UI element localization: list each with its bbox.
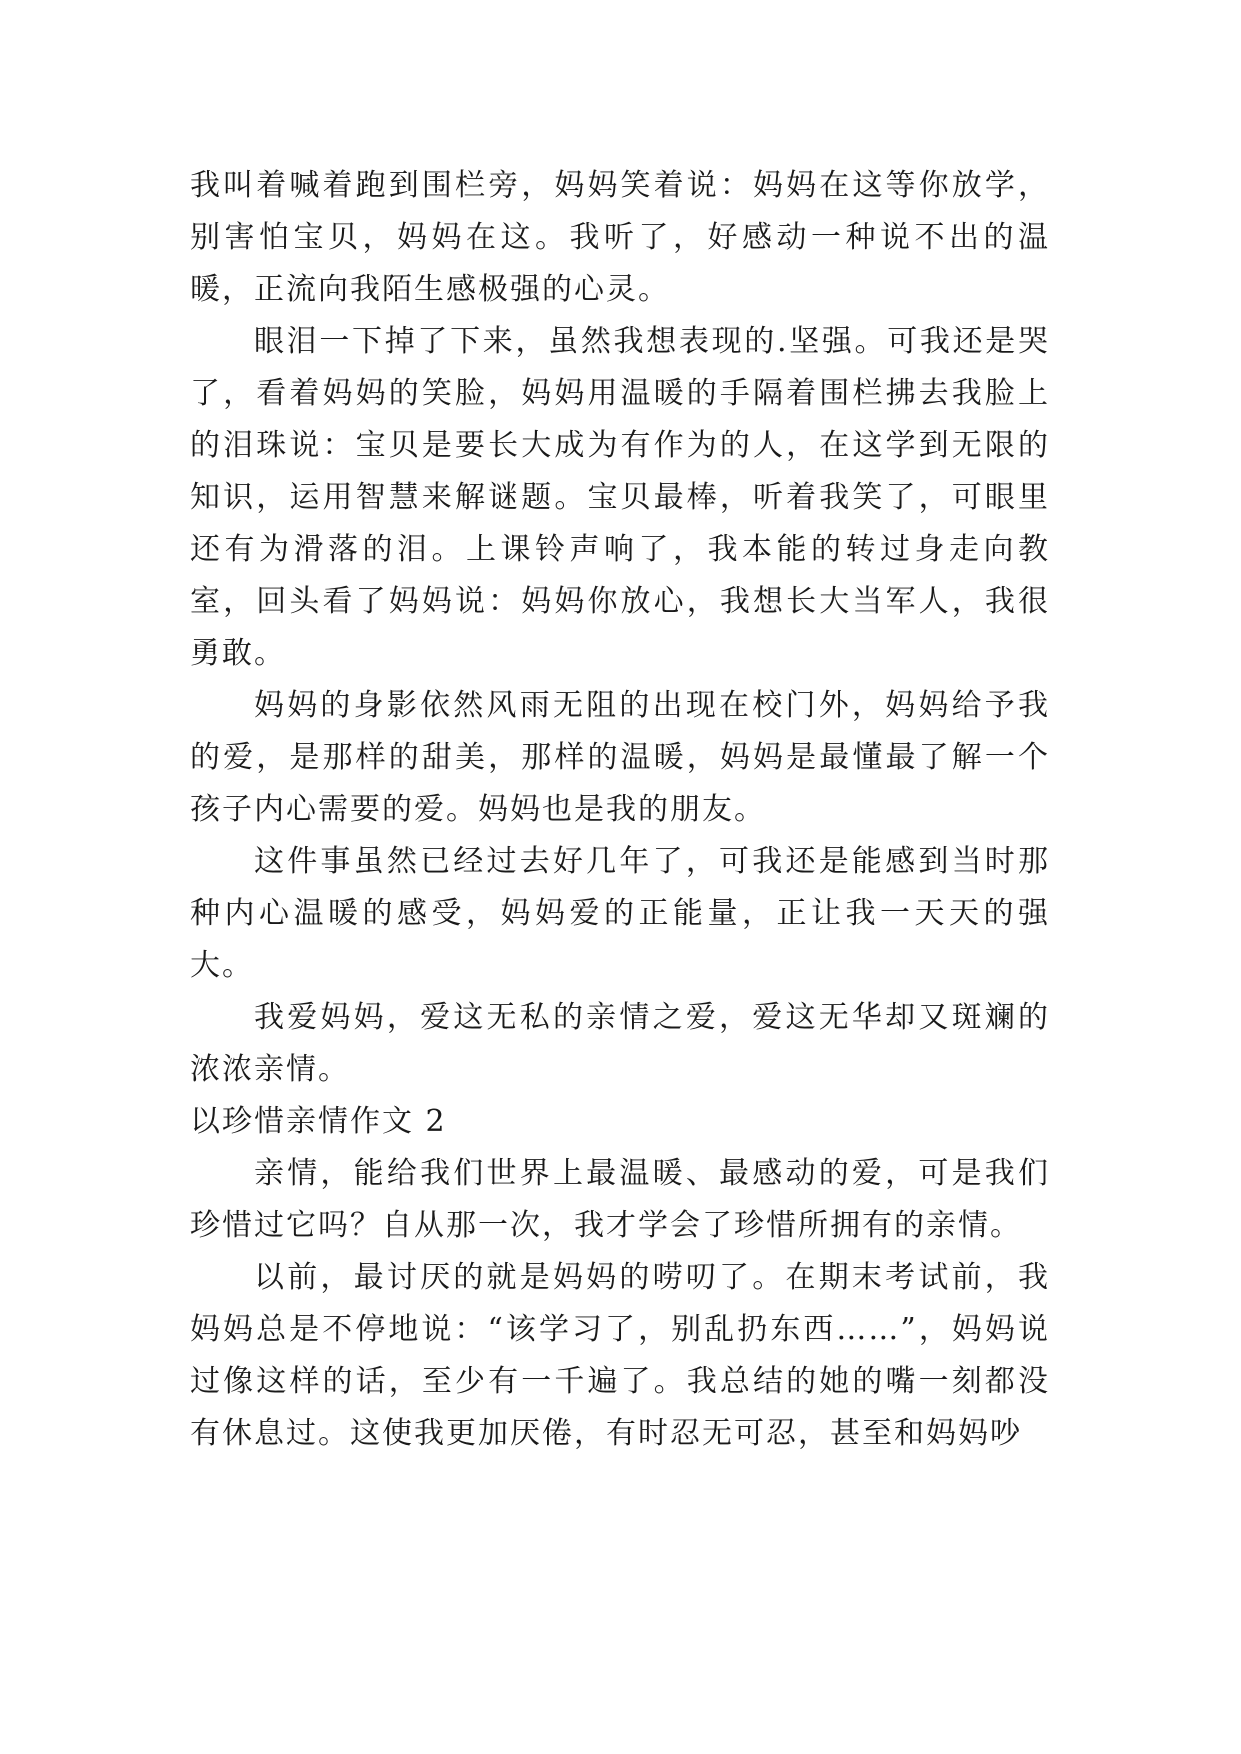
paragraph: 妈妈的身影依然风雨无阻的出现在校门外，妈妈给予我的爱，是那样的甜美，那样的温暖，妈妈是最懂最了解一个孩子内心需要的爱。妈妈也是我的朋友。 [190,688,1050,827]
paragraph: 我爱妈妈，爱这无私的亲情之爱，爱这无华却又斑斓的浓浓亲情。 [190,1000,1050,1087]
paragraph: 以前，最讨厌的就是妈妈的唠叨了。在期末考试前，我妈妈总是不停地说：“该学习了，别乱扔东西……”，妈妈说过像这样的话，至少有一千遍了。我总结的她的嘴一刻都没有休息过。这使我更加厌倦，有时忍无可忍，甚至和妈妈吵 [190,1260,1050,1451]
paragraph: 这件事虽然已经过去好几年了，可我还是能感到当时那种内心温暖的感受，妈妈爱的正能量，正让我一天天的强大。 [190,844,1050,983]
document-body [190,160,1050,1460]
section-heading: 以珍惜亲情作文 2 [190,1104,447,1139]
paragraph: 眼泪一下掉了下来，虽然我想表现的.坚强。可我还是哭了，看着妈妈的笑脸，妈妈用温暖的手隔着围栏拂去我脸上的泪珠说：宝贝是要长大成为有作为的人，在这学到无限的知识，运用智慧来解谜题。宝贝最棒，听着我笑了，可眼里还有为滑落的泪。上课铃声响了，我本能的转过身走向教室，回头看了妈妈说：妈妈你放心，我想长大当军人，我很勇敢。 [190,324,1050,671]
paragraph: 亲情，能给我们世界上最温暖、最感动的爱，可是我们珍惜过它吗？自从那一次，我才学会了珍惜所拥有的亲情。 [190,1156,1050,1243]
paragraph: 我叫着喊着跑到围栏旁，妈妈笑着说：妈妈在这等你放学，别害怕宝贝，妈妈在这。我听了，好感动一种说不出的温暖，正流向我陌生感极强的心灵。 [190,168,1050,307]
